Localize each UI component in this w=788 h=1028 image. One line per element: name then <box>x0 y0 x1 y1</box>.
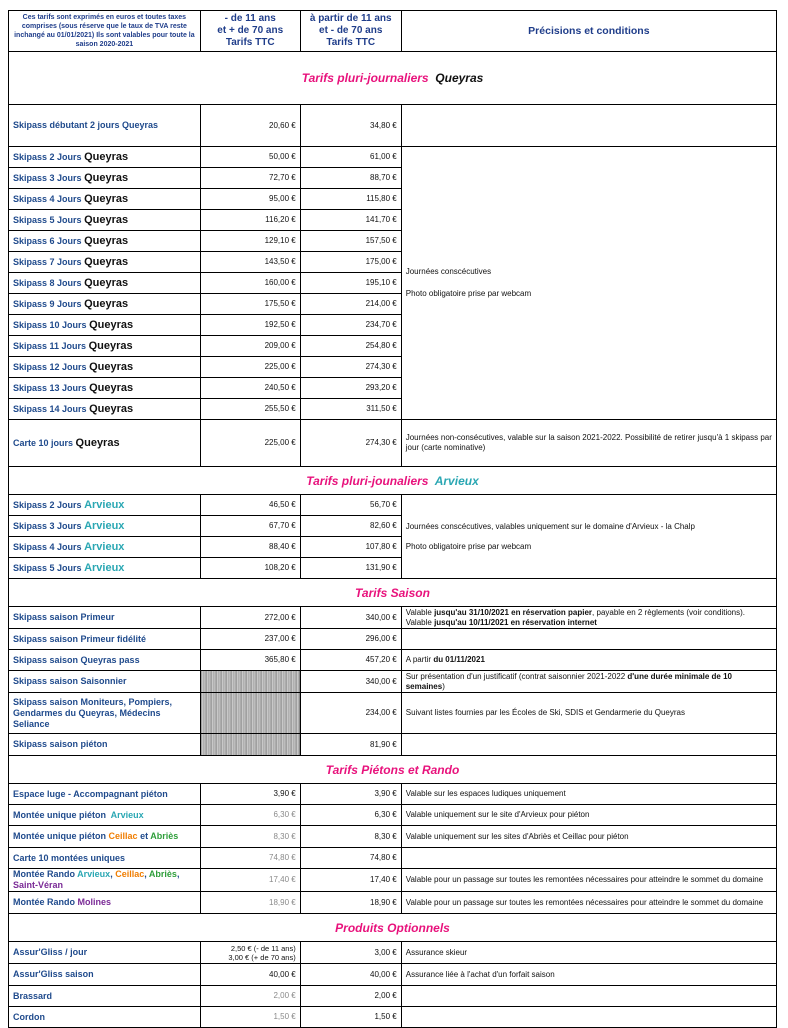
cond-bold: jusqu'au 10/11/2021 en réservation internet <box>434 617 597 627</box>
price-adult: 457,20 € <box>300 650 401 671</box>
price-junior: 255,50 € <box>200 399 300 420</box>
row-label-place: Abriès <box>150 831 179 841</box>
table-row <box>9 892 777 914</box>
conditions-arvieux-photo: Photo obligatoire prise par webcam <box>405 541 532 551</box>
conditions-consecutive: Journées conscécutives <box>405 267 492 276</box>
row-label: Skipass saison Queyras pass <box>9 650 201 671</box>
conditions-photo: Photo obligatoire prise par webcam <box>405 289 532 298</box>
row-label-text: Skipass 11 Jours <box>13 340 87 351</box>
tariff-table <box>8 10 777 1028</box>
row-label <box>9 294 201 315</box>
header-conditions: Précisions et conditions <box>401 11 776 52</box>
cond-text: A partir <box>405 655 434 664</box>
row-label-text: Skipass 4 Jours <box>13 193 82 204</box>
price-adult: 40,00 € <box>300 964 401 986</box>
price-junior: 18,90 € <box>200 892 300 914</box>
row-label-place: Queyras <box>84 255 129 268</box>
price-junior: 116,20 € <box>200 210 300 231</box>
row-label: Skipass débutant 2 jours Queyras <box>9 105 201 147</box>
conditions-cell <box>401 1007 776 1028</box>
table-row <box>9 986 777 1007</box>
row-label-place: Arvieux <box>110 809 144 820</box>
section-queyras <box>9 52 777 105</box>
price-adult: 157,50 € <box>300 231 401 252</box>
row-label-text: Skipass 2 Jours <box>13 499 82 510</box>
price-adult: 234,70 € <box>300 315 401 336</box>
row-label-place: Molines <box>77 897 112 907</box>
price-junior: 237,00 € <box>200 629 300 650</box>
price-adult: 17,40 € <box>300 869 401 892</box>
row-label-text: Skipass 10 Jours <box>13 319 87 330</box>
price-adult: 311,50 € <box>300 399 401 420</box>
row-label-text: Skipass 3 Jours <box>13 172 82 183</box>
row-label-place: Arvieux <box>77 869 111 879</box>
row-label <box>9 826 201 848</box>
section-arvieux-title <box>9 467 777 495</box>
table-row <box>9 805 777 826</box>
price-adult: 340,00 € <box>300 671 401 693</box>
price-adult: 1,50 € <box>300 1007 401 1028</box>
table-row <box>9 693 777 734</box>
price-adult: 195,10 € <box>300 273 401 294</box>
price-junior: 88,40 € <box>200 537 300 558</box>
price-junior: 1,50 € <box>200 1007 300 1028</box>
row-label-text: Montée unique piéton <box>13 831 106 841</box>
section-queyras-title <box>9 52 777 105</box>
price-junior-unavailable <box>200 734 300 756</box>
section-arvieux-title-a: Tarifs pluri-jounaliers <box>306 473 429 488</box>
price-adult: 274,30 € <box>300 357 401 378</box>
price-adult: 234,00 € <box>300 693 401 734</box>
price-adult: 141,70 € <box>300 210 401 231</box>
row-label <box>9 336 201 357</box>
table-row <box>9 147 777 168</box>
row-label: Brassard <box>9 986 201 1007</box>
price-adult: 56,70 € <box>300 495 401 516</box>
row-label-place: Queyras <box>84 234 129 247</box>
price-junior: 225,00 € <box>200 420 300 467</box>
section-options <box>9 914 777 942</box>
section-arvieux <box>9 467 777 495</box>
row-label-place: Queyras <box>89 318 134 331</box>
row-label: Cordon <box>9 1007 201 1028</box>
header-col-adult-line3: Tarifs TTC <box>326 37 376 48</box>
row-label-place: Queyras <box>89 360 134 373</box>
table-row <box>9 629 777 650</box>
cond-bold: jusqu'au 31/10/2021 en réservation papier <box>434 607 593 617</box>
conditions-cell <box>401 495 776 579</box>
row-label-text: Skipass 2 Jours <box>13 151 82 162</box>
price-junior: 74,80 € <box>200 848 300 869</box>
table-row <box>9 734 777 756</box>
row-label <box>9 147 201 168</box>
price-junior: 225,00 € <box>200 357 300 378</box>
price-junior: 72,70 € <box>200 168 300 189</box>
row-label <box>9 558 201 579</box>
row-label-text: Skipass 14 Jours <box>13 403 87 414</box>
row-label-place: Queyras <box>84 297 129 310</box>
price-junior: 129,10 € <box>200 231 300 252</box>
table-row <box>9 826 777 848</box>
price-adult: 18,90 € <box>300 892 401 914</box>
price-junior: 3,90 € <box>200 784 300 805</box>
conditions-cell: Assurance liée à l'achat d'un forfait saison <box>401 964 776 986</box>
conditions-cell: Journées non-consécutives, valable sur la saison 2021-2022. Possibilité de retirer jusqu'à 1 skipass par jour (carte nominative) <box>401 420 776 467</box>
price-junior: 192,50 € <box>200 315 300 336</box>
row-label-place: Queyras <box>84 213 129 226</box>
section-pietons <box>9 756 777 784</box>
conditions-cell: Suivant listes fournies par les Écoles de Ski, SDIS et Gendarmerie du Queyras <box>401 693 776 734</box>
table-row <box>9 1007 777 1028</box>
price-adult: 3,00 € <box>300 942 401 964</box>
price-adult: 88,70 € <box>300 168 401 189</box>
cond-bold: du 01/11/2021 <box>433 655 485 664</box>
price-junior-unavailable <box>200 671 300 693</box>
row-label-place: Arvieux <box>84 498 125 511</box>
row-label-place: Abriès <box>148 869 177 879</box>
table-row <box>9 650 777 671</box>
price-junior: 209,00 € <box>200 336 300 357</box>
table-row <box>9 964 777 986</box>
conditions-cell <box>401 986 776 1007</box>
row-label <box>9 357 201 378</box>
price-adult: 214,00 € <box>300 294 401 315</box>
conditions-cell <box>401 629 776 650</box>
cond-text: Sur présentation d'un justificatif (contrat saisonnier 2021-2022 <box>405 671 628 681</box>
row-label <box>9 537 201 558</box>
row-label-place: Queyras <box>75 436 120 449</box>
row-label <box>9 189 201 210</box>
row-label-place: Queyras <box>84 171 129 184</box>
row-label-text: et <box>140 831 149 841</box>
header-col-junior-line1: - de 11 ans <box>224 13 276 24</box>
row-label <box>9 378 201 399</box>
row-label-text: Skipass 12 Jours <box>13 361 87 372</box>
row-label-place: Arvieux <box>84 540 125 553</box>
price-adult: 3,90 € <box>300 784 401 805</box>
row-label <box>9 495 201 516</box>
header-col-adult-line1: à partir de 11 ans <box>309 13 392 24</box>
table-row <box>9 942 777 964</box>
conditions-cell: Assurance skieur <box>401 942 776 964</box>
row-label: Skipass saison Primeur fidélité <box>9 629 201 650</box>
conditions-cell: Valable sur les espaces ludiques uniquement <box>401 784 776 805</box>
price-junior: 46,50 € <box>200 495 300 516</box>
row-label <box>9 273 201 294</box>
price-adult: 81,90 € <box>300 734 401 756</box>
price-junior: 40,00 € <box>200 964 300 986</box>
price-junior: 175,50 € <box>200 294 300 315</box>
price-adult: 175,00 € <box>300 252 401 273</box>
price-junior: 17,40 € <box>200 869 300 892</box>
row-label: Assur'Gliss saison <box>9 964 201 986</box>
row-label-text: Skipass 3 Jours <box>13 520 82 531</box>
row-label <box>9 252 201 273</box>
table-row <box>9 848 777 869</box>
section-queyras-title-a: Tarifs pluri-journaliers <box>301 71 429 85</box>
price-junior: 2,00 € <box>200 986 300 1007</box>
table-row <box>9 495 777 516</box>
row-label-text: Montée unique piéton <box>13 809 106 820</box>
section-pietons-title: Tarifs Piétons et Rando <box>9 756 777 784</box>
conditions-cell: Valable uniquement sur les sites d'Abriès et Ceillac pour piéton <box>401 826 776 848</box>
row-label-text: Carte 10 jours <box>13 437 74 448</box>
row-label <box>9 231 201 252</box>
row-label <box>9 315 201 336</box>
conditions-cell <box>401 147 776 420</box>
row-label <box>9 892 201 914</box>
price-junior: 143,50 € <box>200 252 300 273</box>
price-junior: 67,70 € <box>200 516 300 537</box>
row-label-place: Queyras <box>84 276 129 289</box>
row-label-place: Queyras <box>89 402 134 415</box>
price-adult: 293,20 € <box>300 378 401 399</box>
conditions-cell <box>401 734 776 756</box>
row-label: Skipass saison Moniteurs, Pompiers, Gendarmes du Queyras, Médecins Seliance <box>9 693 201 734</box>
table-row <box>9 607 777 629</box>
row-label-place: Queyras <box>84 150 129 163</box>
conditions-cell <box>401 671 776 693</box>
row-label-text: Skipass 4 Jours <box>13 541 82 552</box>
price-adult: 61,00 € <box>300 147 401 168</box>
row-label-place: Queyras <box>89 381 134 394</box>
row-label <box>9 805 201 826</box>
price-junior-line1: 2,50 € (- de 11 ans) <box>230 943 296 953</box>
row-label-place: Queyras <box>88 339 133 352</box>
price-junior: 6,30 € <box>200 805 300 826</box>
conditions-cell <box>401 105 776 147</box>
table-row <box>9 784 777 805</box>
conditions-arvieux-consecutive: Journées conscécutives, valables uniquement sur le domaine d'Arvieux - la Chalp <box>405 521 695 531</box>
section-arvieux-title-b: Arvieux <box>434 473 479 488</box>
header-note: Ces tarifs sont exprimés en euros et toutes taxes comprises (sous réserve que le taux de TVA reste inchangé au 01/01/2021) Ils sont valables pour toute la saison 2020-2021 <box>9 11 201 52</box>
row-label-text: Skipass 7 Jours <box>13 256 82 267</box>
conditions-cell <box>401 650 776 671</box>
cond-text: , payable en 2 règlements (voir conditions). <box>592 607 746 617</box>
row-label-text: Montée Rando <box>13 869 75 879</box>
price-junior: 8,30 € <box>200 826 300 848</box>
price-junior: 365,80 € <box>200 650 300 671</box>
cond-text: Valable <box>405 607 435 617</box>
section-queyras-title-b: Queyras <box>435 71 484 85</box>
row-label-place: Saint-Véran <box>13 880 64 890</box>
header-col-junior-line2: et + de 70 ans <box>217 25 284 36</box>
conditions-primeur-internet <box>406 618 772 628</box>
conditions-cell <box>401 848 776 869</box>
table-row <box>9 105 777 147</box>
conditions-cell: Valable pour un passage sur toutes les remontées nécessaires pour atteindre le sommet du domaine <box>401 869 776 892</box>
row-label-text: Skipass 13 Jours <box>13 382 87 393</box>
table-row <box>9 869 777 892</box>
table-row <box>9 420 777 467</box>
row-label <box>9 210 201 231</box>
price-adult: 115,80 € <box>300 189 401 210</box>
row-label <box>9 399 201 420</box>
row-label-place: Arvieux <box>84 519 125 532</box>
row-label: Montée Rando Arvieux, Ceillac, Abriès, Saint-Véran <box>9 869 201 892</box>
price-adult: 254,80 € <box>300 336 401 357</box>
price-junior: 108,20 € <box>200 558 300 579</box>
price-junior: 50,00 € <box>200 147 300 168</box>
row-label: Skipass saison piéton <box>9 734 201 756</box>
row-label-text: Skipass 8 Jours <box>13 277 82 288</box>
price-adult: 340,00 € <box>300 607 401 629</box>
row-label <box>9 168 201 189</box>
row-label: Skipass saison Saisonnier <box>9 671 201 693</box>
header-row <box>9 11 777 52</box>
price-junior: 160,00 € <box>200 273 300 294</box>
header-col-adult <box>300 11 401 52</box>
cond-bold: d'une durée minimale de 10 semaines <box>405 671 732 691</box>
table-row <box>9 671 777 693</box>
row-label <box>9 516 201 537</box>
price-adult: 2,00 € <box>300 986 401 1007</box>
price-adult: 34,80 € <box>300 105 401 147</box>
row-label-text: Skipass 5 Jours <box>13 562 82 573</box>
row-label-text: Montée Rando <box>13 897 75 907</box>
section-saison <box>9 579 777 607</box>
price-junior: 20,60 € <box>200 105 300 147</box>
row-label <box>9 420 201 467</box>
row-label-place: Queyras <box>84 192 129 205</box>
row-label: Carte 10 montées uniques <box>9 848 201 869</box>
conditions-primeur-paper <box>406 608 772 618</box>
row-label: Skipass saison Primeur <box>9 607 201 629</box>
header-col-junior <box>200 11 300 52</box>
price-junior-unavailable <box>200 693 300 734</box>
cond-text: ) <box>442 681 445 691</box>
conditions-cell <box>401 607 776 629</box>
price-junior: 240,50 € <box>200 378 300 399</box>
price-adult: 274,30 € <box>300 420 401 467</box>
conditions-cell: Valable pour un passage sur toutes les remontées nécessaires pour atteindre le sommet du domaine <box>401 892 776 914</box>
row-label-text: Skipass 9 Jours <box>13 298 82 309</box>
header-col-junior-line3: Tarifs TTC <box>225 37 275 48</box>
section-saison-title: Tarifs Saison <box>9 579 777 607</box>
price-adult: 107,80 € <box>300 537 401 558</box>
price-adult: 82,60 € <box>300 516 401 537</box>
row-label-text: Skipass 5 Jours <box>13 214 82 225</box>
conditions-cell: Valable uniquement sur le site d'Arvieux pour piéton <box>401 805 776 826</box>
price-junior-line2: 3,00 € (+ de 70 ans) <box>228 952 296 962</box>
price-adult: 6,30 € <box>300 805 401 826</box>
price-junior: 95,00 € <box>200 189 300 210</box>
cond-text: Valable <box>405 617 435 627</box>
header-col-adult-line2: et - de 70 ans <box>319 25 383 36</box>
row-label: Espace luge - Accompagnant piéton <box>9 784 201 805</box>
row-label-place: Ceillac <box>115 869 145 879</box>
price-adult: 131,90 € <box>300 558 401 579</box>
row-label-place: Arvieux <box>84 561 125 574</box>
row-label-place: Ceillac <box>108 831 138 841</box>
price-adult: 74,80 € <box>300 848 401 869</box>
row-label-text: Skipass 6 Jours <box>13 235 82 246</box>
price-junior <box>200 942 300 964</box>
row-label: Assur'Gliss / jour <box>9 942 201 964</box>
section-options-title: Produits Optionnels <box>9 914 777 942</box>
price-junior: 272,00 € <box>200 607 300 629</box>
price-adult: 296,00 € <box>300 629 401 650</box>
price-adult: 8,30 € <box>300 826 401 848</box>
